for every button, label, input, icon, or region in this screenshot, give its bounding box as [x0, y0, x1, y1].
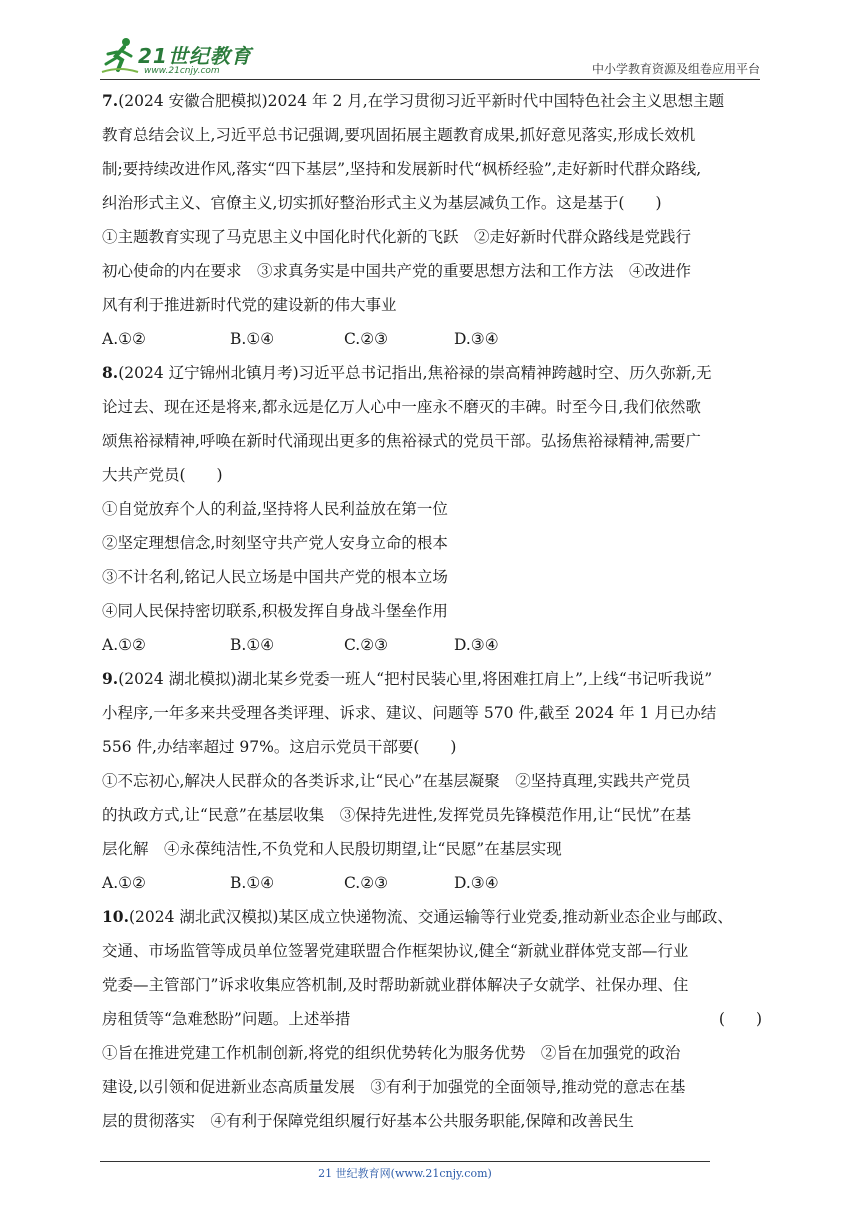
footer-divider — [100, 1161, 710, 1162]
option-d[interactable]: D.③④ — [454, 330, 499, 348]
page-footer[interactable]: 21 世纪教育网(www.21cnjy.com) — [318, 1167, 492, 1180]
question-stem-line: 556 件,办结率超过 97%。这启示党员干部要( ) — [102, 738, 457, 756]
statement-line: ②坚定理想信念,时刻坚守共产党人安身立命的根本 — [102, 534, 448, 552]
question-number: 9. — [102, 669, 119, 688]
statement-line: ①主题教育实现了马克思主义中国化时代化新的飞跃 ②走好新时代群众路线是党践行 — [102, 228, 692, 246]
option-a[interactable]: A.①② — [102, 636, 146, 654]
page-header — [100, 28, 760, 80]
statement-line: 的执政方式,让“民意”在基层收集 ③保持先进性,发挥党员先锋模范作用,让“民忧”在基 — [102, 806, 691, 824]
question-stem-line: 交通、市场监管等成员单位签署党建联盟合作框架协议,健全“新就业群体党支部—行业 — [102, 942, 689, 960]
statement-line: ④同人民保持密切联系,积极发挥自身战斗堡垒作用 — [102, 602, 448, 620]
option-b[interactable]: B.①④ — [230, 874, 275, 892]
question-number: 8. — [102, 363, 119, 382]
option-c[interactable]: C.②③ — [344, 330, 389, 348]
option-c[interactable]: C.②③ — [344, 874, 389, 892]
question-stem-line: 论过去、现在还是将来,都永远是亿万人心中一座永不磨灭的丰碑。时至今日,我们依然歌 — [102, 398, 701, 416]
logo-url: www.21cnjy.com — [144, 66, 220, 76]
logo — [100, 36, 270, 80]
question-stem-line: 党委—主管部门”诉求收集应答机制,及时帮助新就业群体解决子女就学、社保办理、住 — [102, 976, 689, 994]
question-stem-line: 7.(2024 安徽合肥模拟)2024 年 2 月,在学习贯彻习近平新时代中国特色社会主义思想主题 — [102, 91, 725, 110]
option-c[interactable]: C.②③ — [344, 636, 389, 654]
options-row — [102, 322, 762, 356]
header-divider — [100, 79, 760, 80]
statement-line: ①自觉放弃个人的利益,坚持将人民利益放在第一位 — [102, 500, 448, 518]
question-stem-line: 颂焦裕禄精神,呼唤在新时代涌现出更多的焦裕禄式的党员干部。弘扬焦裕禄精神,需要广 — [102, 432, 701, 450]
question-stem-line: 纠治形式主义、官僚主义,切实抓好整治形式主义为基层减负工作。这是基于( ) — [102, 194, 662, 212]
question-stem-line: 教育总结会议上,习近平总书记强调,要巩固拓展主题教育成果,抓好意见落实,形成长效机 — [102, 126, 696, 144]
logo-text: 21世纪教育 — [138, 44, 252, 68]
statement-line: 层化解 ④永葆纯洁性,不负党和人民殷切期望,让“民愿”在基层实现 — [102, 840, 562, 858]
statement-line: 初心使命的内在要求 ③求真务实是中国共产党的重要思想方法和工作方法 ④改进作 — [102, 262, 692, 280]
option-a[interactable]: A.①② — [102, 874, 146, 892]
option-b[interactable]: B.①④ — [230, 636, 275, 654]
option-d[interactable]: D.③④ — [454, 636, 499, 654]
question-stem-line: 8.(2024 辽宁锦州北镇月考)习近平总书记指出,焦裕禄的崇高精神跨越时空、历久弥新,无 — [102, 363, 712, 382]
statement-line: ③不计名利,铭记人民立场是中国共产党的根本立场 — [102, 568, 448, 586]
statement-line: 建设,以引领和促进新业态高质量发展 ③有利于加强党的全面领导,推动党的意志在基 — [102, 1078, 686, 1096]
statement-line: ①不忘初心,解决人民群众的各类诉求,让“民心”在基层凝聚 ②坚持真理,实践共产党员 — [102, 772, 691, 790]
runner-logo-icon — [100, 36, 140, 76]
statement-line: ①旨在推进党建工作机制创新,将党的组织优势转化为服务优势 ②旨在加强党的政治 — [102, 1044, 681, 1062]
question-stem-line: 10.(2024 湖北武汉模拟)某区成立快递物流、交通运输等行业党委,推动新业态企业与邮政、 — [102, 907, 733, 926]
question-number: 7. — [102, 91, 119, 110]
platform-title: 中小学教育资源及组卷应用平台 — [591, 62, 760, 76]
options-row — [102, 628, 762, 662]
option-d[interactable]: D.③④ — [454, 874, 499, 892]
question-stem-line: 大共产党员( ) — [102, 466, 223, 484]
question-stem-line: 房租赁等“急难愁盼”问题。上述举措 ( ) — [102, 1002, 762, 1036]
question-stem-line: 制;要持续改进作风,落实“四下基层”,坚持和发展新时代“枫桥经验”,走好新时代群众路线, — [102, 160, 702, 178]
answer-blank[interactable]: ( ) — [718, 1010, 762, 1028]
statement-line: 风有利于推进新时代党的建设新的伟大事业 — [102, 296, 397, 314]
question-number: 10. — [102, 907, 129, 926]
question-stem-line: 小程序,一年多来共受理各类评理、诉求、建议、问题等 570 件,截至 2024 年 1 月已办结 — [102, 704, 717, 722]
statement-line: 层的贯彻落实 ④有利于保障党组织履行好基本公共服务职能,保障和改善民生 — [102, 1112, 634, 1130]
option-a[interactable]: A.①② — [102, 330, 146, 348]
question-stem-line: 9.(2024 湖北模拟)湖北某乡党委一班人“把村民装心里,将困难扛肩上”,上线“书记听我说” — [102, 669, 713, 688]
options-row — [102, 866, 762, 900]
option-b[interactable]: B.①④ — [230, 330, 275, 348]
